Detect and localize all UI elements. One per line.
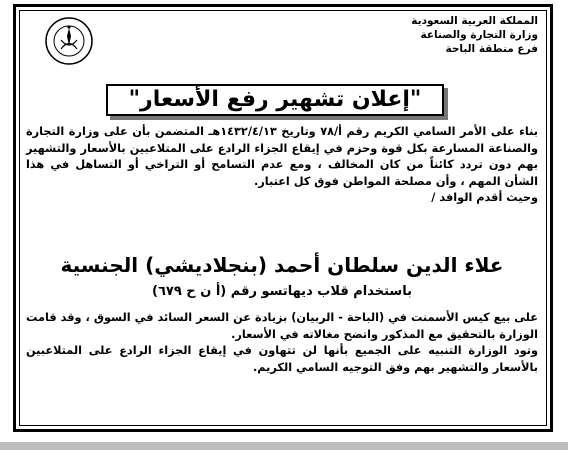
paragraph-decree: بناء على الأمر السامي الكريم رقم أ/٧٨ وتاريخ ١٤٣٢/٤/١٣هـ المتضمن بأن على وزارة التجارة والصناعة المسارعة بكل قوة وحزم في إيقاع الجزاء الرادع على المتلاعبين بالأسعار والتشهير بهم دون تردد كائناً من كان المخالف ، ومع عدم التسامح أو التراخي أو التساهل في هذا الشأن المهم ، وأن مصلحة المواطن فوق كل اعتبار. <box>26 125 538 188</box>
paragraph-offender-intro: وحيث أقدم الوافد / <box>431 191 538 204</box>
bottom-strip <box>0 442 568 450</box>
header-branch: فرع منطقة الباحة <box>445 43 538 55</box>
body-section-1 <box>26 124 538 207</box>
paragraph-violation: على بيع كيس الأسمنت في (الباحة - الربيان) بزيادة عن السعر السائد في السوق ، وقد قامت الوزارة بالتحقيق مع المذكور واتضح مغالاته في الأسعار. <box>26 311 538 341</box>
offender-vehicle: باستخدام قلاب ديهاتسو رقم (أ ن ح ٦٧٩) <box>152 284 412 299</box>
saudi-ministry-emblem-icon <box>44 16 94 66</box>
header-ministry: وزارة التجارة والصناعة <box>420 29 538 41</box>
announcement-title: "إعلان تشهير رفع الأسعار" <box>106 84 444 116</box>
header-country: المملكة العربية السعودية <box>411 15 538 27</box>
body-section-2 <box>26 310 538 376</box>
paragraph-warning: وتود الوزارة التنبيه على الجميع بأنها لن تتهاون في إيقاع الجزاء الرادع على المتلاعبين بالأسعار والتشهير بهم وفق التوجيه السامي الكريم. <box>26 344 538 374</box>
offender-name: علاء الدين سلطان أحمد (بنجلاديشي) الجنسية <box>60 253 504 277</box>
ministry-header <box>338 14 538 56</box>
